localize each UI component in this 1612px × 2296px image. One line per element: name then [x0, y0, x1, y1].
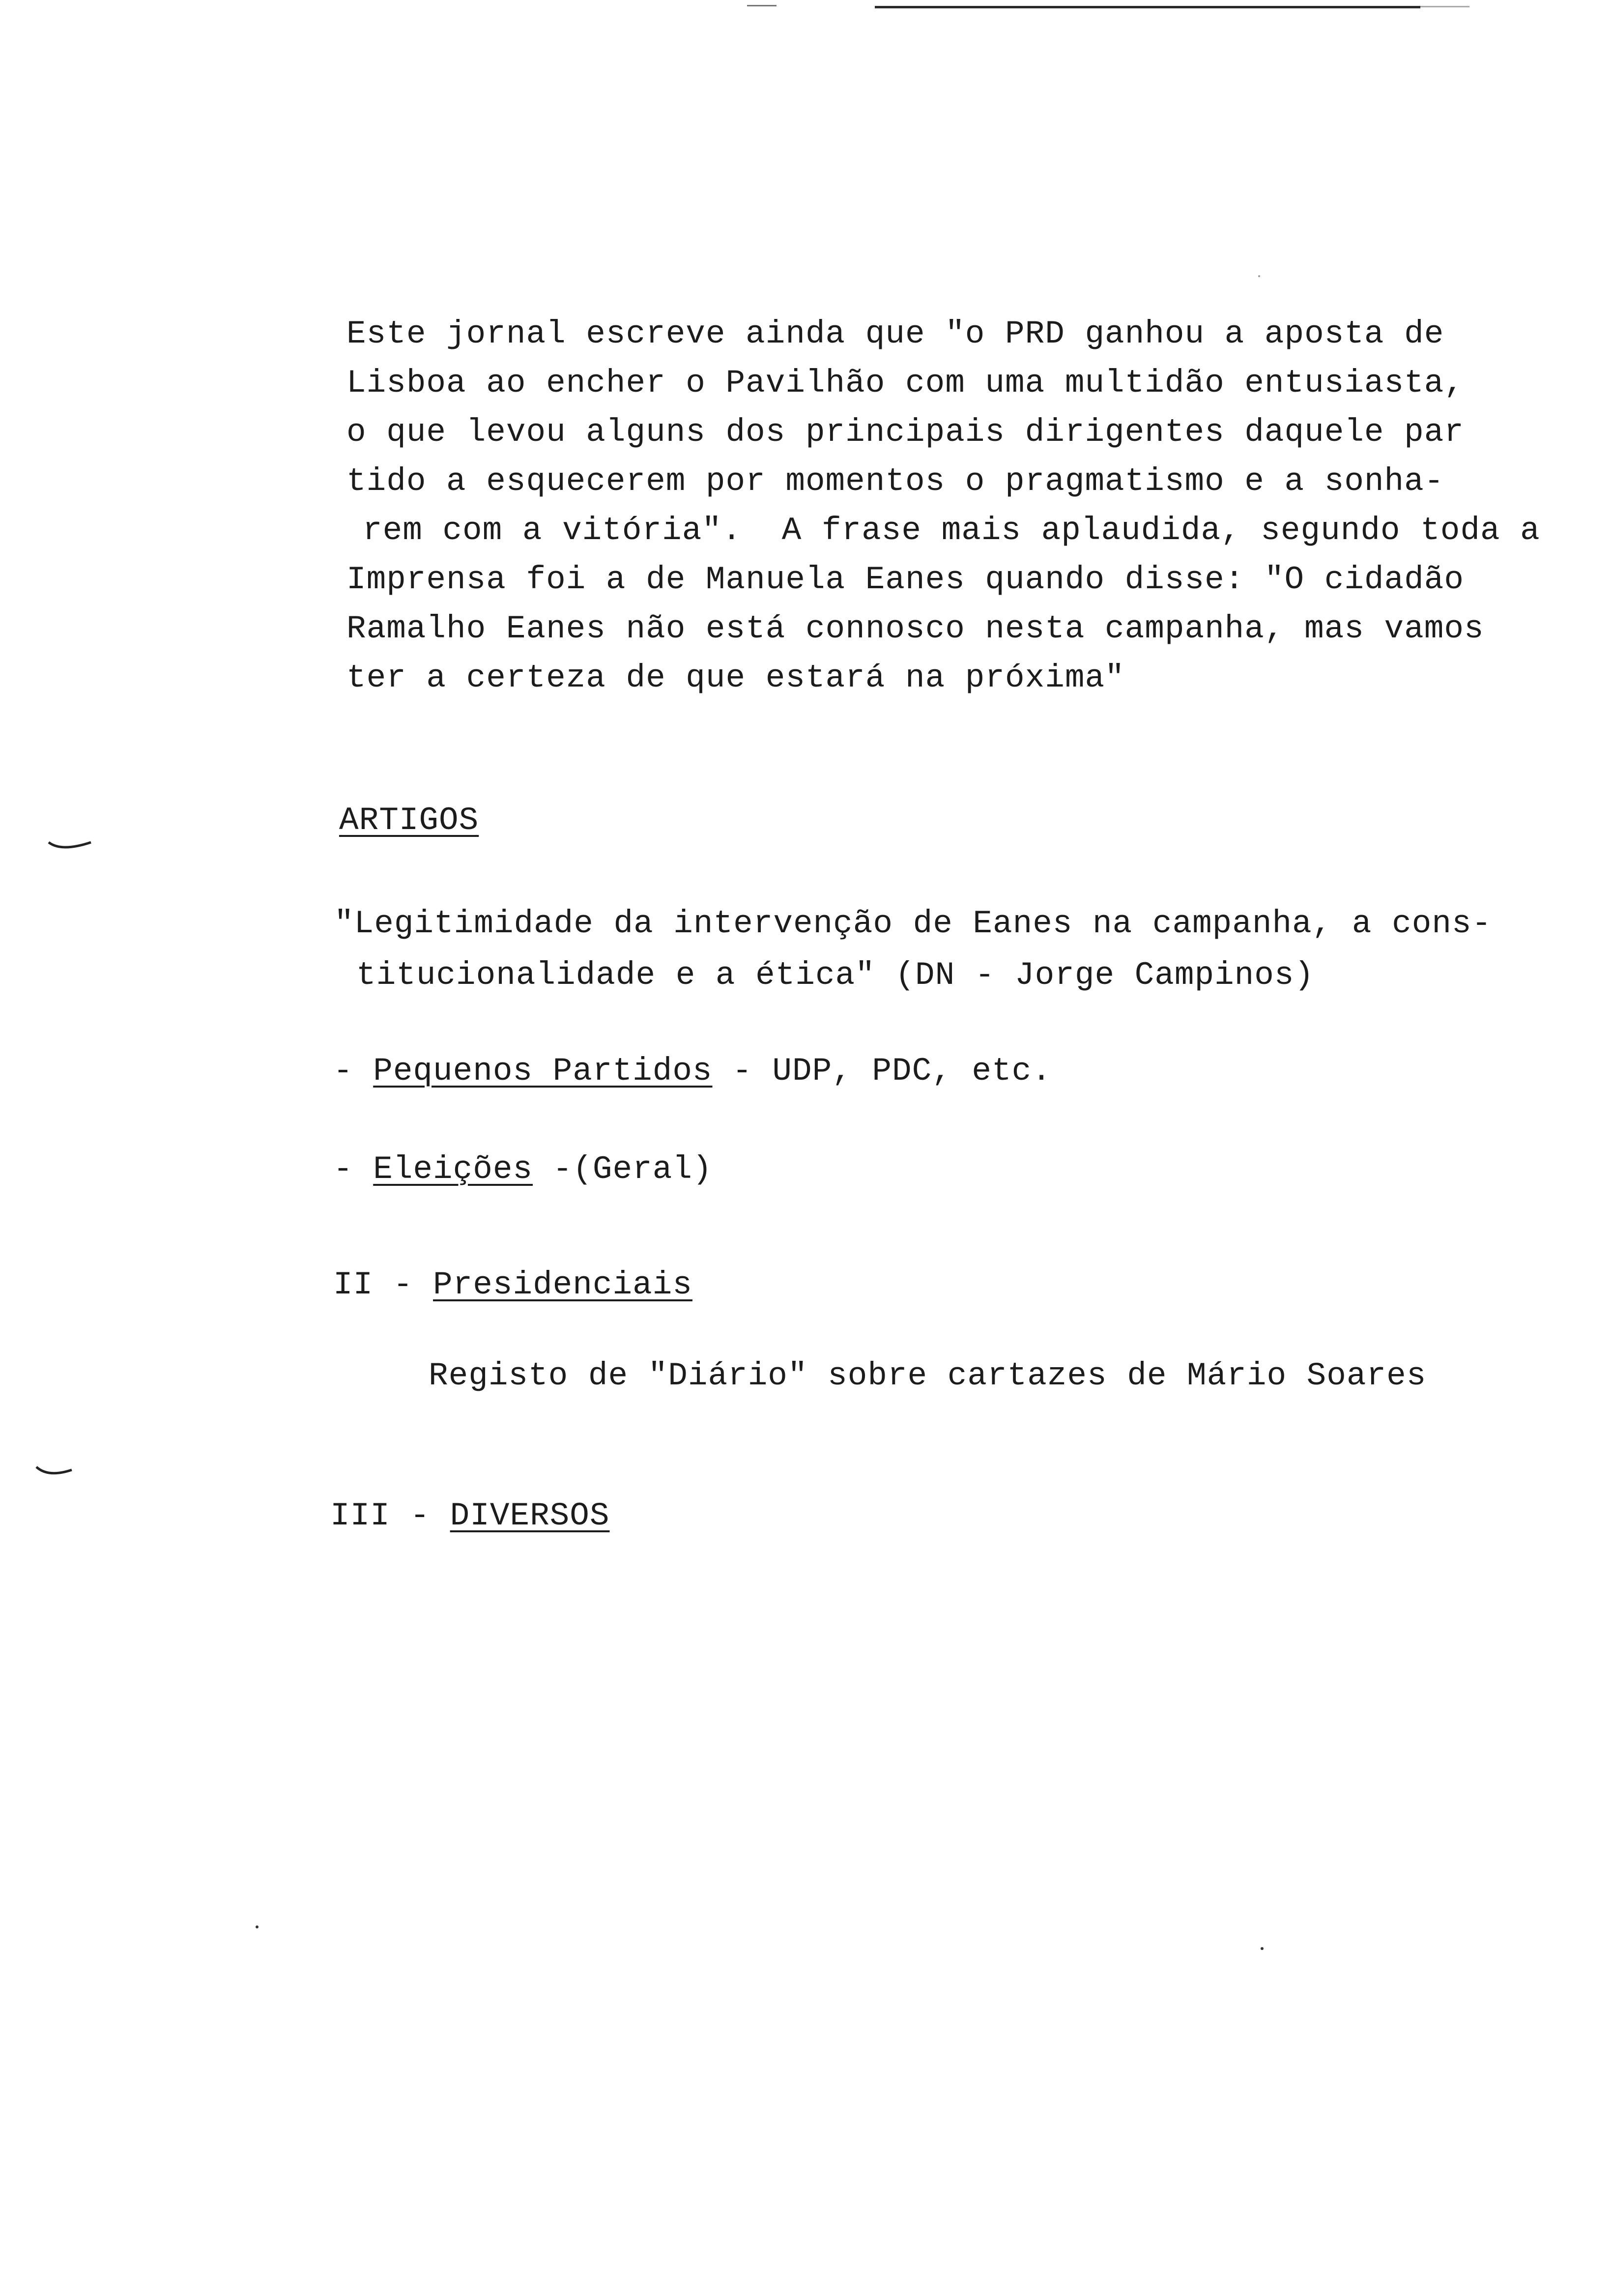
item-pequenos-dash: -	[333, 1053, 374, 1090]
speck-2	[1261, 1947, 1264, 1950]
speck-1	[256, 1925, 259, 1928]
top-edge-rule-fade	[1420, 6, 1469, 7]
top-edge-mark	[747, 5, 777, 6]
margin-tick-mark-1	[47, 835, 93, 855]
body-line-2: Lisboa ao encher o Pavilhão com uma multidão entusiasta,	[346, 365, 1464, 402]
section-ii-title: Presidenciais	[433, 1266, 692, 1303]
section-iii-title: DIVERSOS	[450, 1497, 610, 1534]
section-ii-number: II -	[333, 1266, 433, 1303]
body-line-3: o que levou alguns dos principais dirigentes daquele par	[346, 414, 1464, 451]
item-eleicoes-label: Eleições	[373, 1151, 533, 1188]
section-ii-heading	[333, 1265, 692, 1305]
top-edge-rule	[875, 6, 1420, 8]
body-line-1: Este jornal escreve ainda que "o PRD ganhou a aposta de	[346, 316, 1444, 352]
item-eleicoes-detail: -(Geral)	[533, 1151, 713, 1188]
item-pequenos-label: Pequenos Partidos	[373, 1053, 713, 1090]
section-ii-entry: Registo de "Diário" sobre cartazes de Mário Soares	[429, 1357, 1427, 1394]
section-iii-heading	[330, 1496, 610, 1536]
artigos-quote-line-1: "Legitimidade da intervenção de Eanes na campanha, a cons-	[334, 905, 1492, 942]
artigos-heading: ARTIGOS	[339, 802, 479, 839]
item-eleicoes	[333, 1150, 713, 1189]
item-eleicoes-dash: -	[333, 1151, 374, 1188]
margin-tick-mark-2	[34, 1462, 74, 1482]
body-line-6: Imprensa foi a de Manuela Eanes quando disse: "O cidadão	[346, 561, 1464, 598]
body-line-7: Ramalho Eanes não está connosco nesta campanha, mas vamos	[346, 610, 1484, 647]
body-line-5: rem com a vitória". A frase mais aplaudida, segundo toda a	[363, 512, 1540, 549]
artigos-quote-line-2: titucionalidade e a ética" (DN - Jorge Campinos)	[356, 957, 1315, 994]
section-iii-number: III -	[330, 1497, 450, 1534]
body-line-8: ter a certeza de que estará na próxima"	[346, 660, 1125, 696]
item-pequenos-detail: - UDP, PDC, etc.	[712, 1053, 1052, 1090]
speck-3	[1258, 275, 1260, 277]
body-line-4: tido a esquecerem por momentos o pragmatismo e a sonha-	[346, 463, 1444, 500]
item-pequenos-partidos	[333, 1052, 1052, 1091]
